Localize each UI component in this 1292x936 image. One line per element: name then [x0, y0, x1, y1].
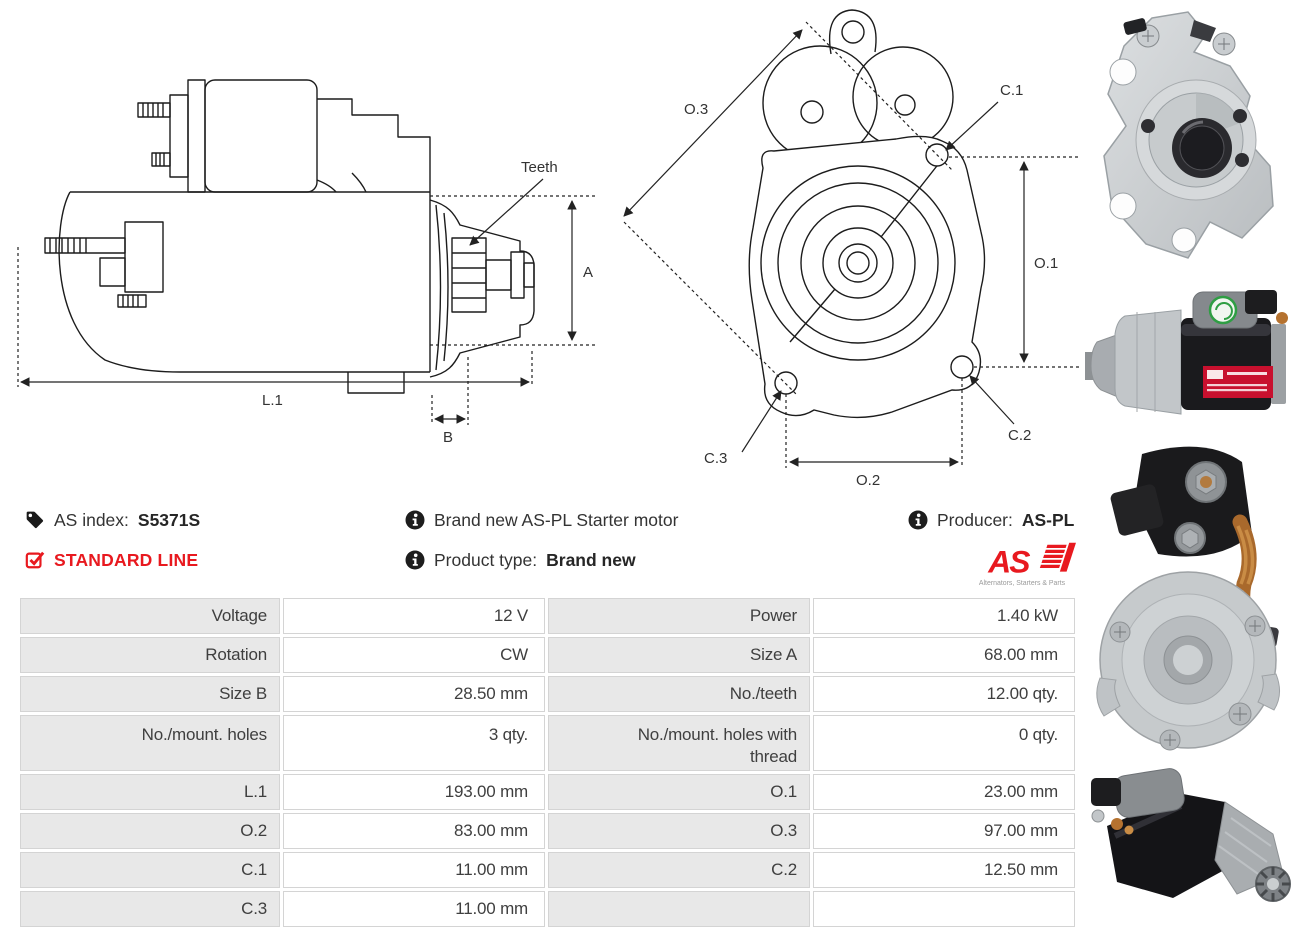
spec-value: 12.00 qty. [813, 676, 1075, 712]
spec-value: 11.00 mm [283, 891, 545, 927]
producer-row [908, 508, 1074, 532]
starter-side-outline [45, 80, 534, 393]
product-type-label: Product type: [434, 549, 538, 570]
size-a-dimension-label: A [583, 264, 594, 281]
spec-label: Power [548, 598, 810, 634]
spec-value: 1.40 kW [813, 598, 1075, 634]
spec-label-empty [548, 891, 810, 927]
spec-value-empty [813, 891, 1075, 927]
l1-dimension-label: L.1 [262, 392, 283, 409]
as-index-row [25, 508, 200, 532]
spec-label: Size A [548, 637, 810, 673]
starter-front-outline [749, 10, 984, 417]
spec-value: 97.00 mm [813, 813, 1075, 849]
spec-label: O.3 [548, 813, 810, 849]
spec-value: 12.50 mm [813, 852, 1075, 888]
spec-value: 3 qty. [283, 715, 545, 771]
teeth-dimension-label: Teeth [521, 159, 558, 176]
spec-table [20, 598, 1075, 927]
side-view-dimension-lines [18, 179, 596, 425]
starter-side-view-photo [1085, 290, 1292, 435]
producer-value: AS-PL [1021, 509, 1075, 530]
spec-value: 11.00 mm [283, 852, 545, 888]
side-view-technical-drawing [0, 55, 620, 455]
spec-label: C.2 [548, 852, 810, 888]
c1-dimension-label: C.1 [1000, 82, 1024, 99]
spec-value: 28.50 mm [283, 676, 545, 712]
checked-checkbox-icon [25, 550, 45, 570]
standard-line-label: STANDARD LINE [54, 549, 199, 570]
as-index-label: AS index: [54, 509, 129, 530]
spec-label: Size B [20, 676, 280, 712]
spec-label: O.2 [20, 813, 280, 849]
logo-tagline: Alternators, Starters & Parts [978, 580, 1066, 588]
logo-wordmark: AS [988, 543, 1029, 580]
spec-label: O.1 [548, 774, 810, 810]
spec-value: 0 qty. [813, 715, 1075, 771]
front-view-technical-drawing [600, 0, 1092, 500]
info-icon [405, 550, 425, 570]
spec-label: Voltage [20, 598, 280, 634]
spec-value: 68.00 mm [813, 637, 1075, 673]
o1-dimension-label: O.1 [1034, 255, 1059, 272]
o2-dimension-label: O.2 [856, 472, 881, 489]
c3-dimension-label: C.3 [704, 450, 728, 467]
producer-label: Producer: [937, 509, 1013, 530]
starter-rear-solenoid-photo [1090, 442, 1286, 754]
product-type-row [405, 548, 636, 572]
c2-dimension-label: C.2 [1008, 427, 1032, 444]
spec-label: Rotation [20, 637, 280, 673]
starter-angled-view-photo [1085, 766, 1292, 931]
o3-dimension-label: O.3 [684, 101, 709, 118]
product-type-value: Brand new [546, 549, 636, 570]
spec-label: No./mount. holes [20, 715, 280, 771]
spec-value: 83.00 mm [283, 813, 545, 849]
size-b-dimension-label: B [443, 429, 454, 446]
as-pl-brand-logo [963, 537, 1081, 589]
tag-icon [25, 510, 45, 530]
spec-label: No./teeth [548, 676, 810, 712]
standard-line-row [25, 548, 198, 572]
as-index-value: S5371S [137, 509, 201, 530]
info-icon [908, 510, 928, 530]
product-description: Brand new AS-PL Starter motor [434, 509, 679, 530]
spec-value: 23.00 mm [813, 774, 1075, 810]
spec-value: CW [283, 637, 545, 673]
description-row [405, 508, 678, 532]
starter-front-flange-photo [1090, 8, 1285, 288]
spec-label: C.3 [20, 891, 280, 927]
spec-value: 193.00 mm [283, 774, 545, 810]
info-icon [405, 510, 425, 530]
spec-label: C.1 [20, 852, 280, 888]
spec-label: L.1 [20, 774, 280, 810]
spec-label: No./mount. holes with thread [548, 715, 810, 771]
spec-value: 12 V [283, 598, 545, 634]
